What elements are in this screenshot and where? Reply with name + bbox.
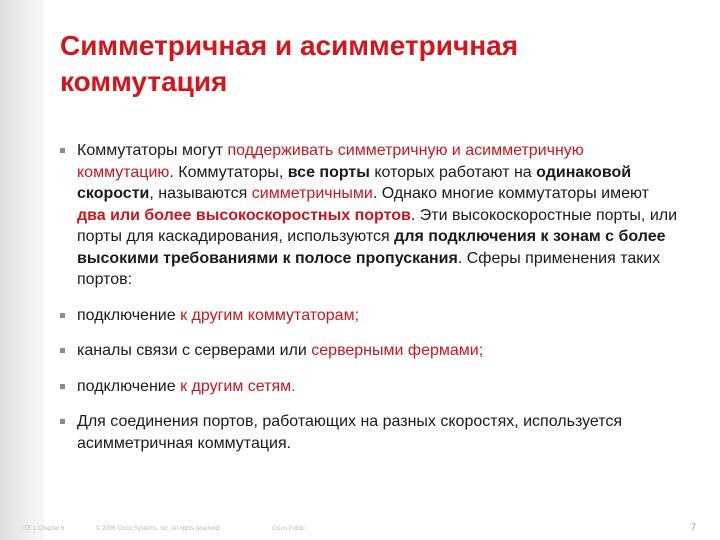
bold-segment: одинаковой скорости [77, 163, 632, 202]
bold-segment: для подключения к зонам с более высокими требованиями к полосе пропускания [77, 228, 666, 267]
slide-body [60, 140, 678, 468]
bullet-item [60, 140, 678, 291]
footer-classification: Cisco Public [272, 526, 306, 532]
text-segment: подключение [77, 306, 181, 324]
bullet-item [60, 305, 678, 327]
slide-title [60, 28, 680, 100]
text-segment: , называются [149, 185, 252, 202]
text-segment: Коммутаторы могут [77, 142, 228, 159]
highlight-segment: поддерживать симметричную и асимметричную коммутацию [77, 142, 584, 181]
page-number: 7 [690, 522, 696, 532]
text-segment: . Эти высокоскоростные порты, или порты для каскадирования, используются [77, 206, 678, 245]
bullet-item [60, 411, 678, 454]
bullet-text [77, 378, 296, 395]
highlight-segment: серверными фермами; [311, 342, 484, 359]
bold-segment: все порты [287, 163, 370, 181]
bullet-item [60, 340, 678, 362]
bullet-square-icon [60, 148, 65, 153]
footer-copyright: © 2006 Cisco Systems, Inc. All rights reserved. [96, 526, 221, 532]
bullet-square-icon [60, 348, 65, 353]
bullet-square-icon [60, 419, 65, 424]
highlight-bold-segment: два или более высокоскоростных портов [77, 206, 411, 224]
text-segment: подключение [77, 377, 181, 395]
bullet-text [77, 342, 483, 359]
text-segment: каналы связи с серверами или [77, 342, 312, 359]
bullet-item [60, 376, 678, 398]
slide-title-line-1: Симметричная и асимметричная [60, 30, 519, 61]
highlight-segment: симметричными [251, 185, 373, 202]
text-segment: . Однако многие коммутаторы имеют [372, 185, 649, 202]
footer-course: ITE 1 Chapter 6 [22, 526, 65, 532]
text-segment: . Сферы применения таких портов: [77, 249, 661, 288]
highlight-segment: к другим сетям. [180, 377, 296, 395]
slide-footer [0, 522, 720, 536]
slide-title-line-2: коммутация [60, 66, 228, 97]
bullet-square-icon [60, 313, 65, 318]
bullet-text: Для соединения портов, работающих на разных скоростях, используется асимметричная коммутация. [77, 413, 623, 452]
text-segment: которых работают на [369, 163, 537, 181]
bullet-text [77, 307, 359, 324]
text-segment: . Коммутаторы, [169, 163, 288, 181]
bullet-text [77, 142, 677, 288]
bullet-square-icon [60, 384, 65, 389]
highlight-segment: к другим коммутаторам; [180, 306, 360, 324]
left-gradient-bar [0, 0, 44, 540]
